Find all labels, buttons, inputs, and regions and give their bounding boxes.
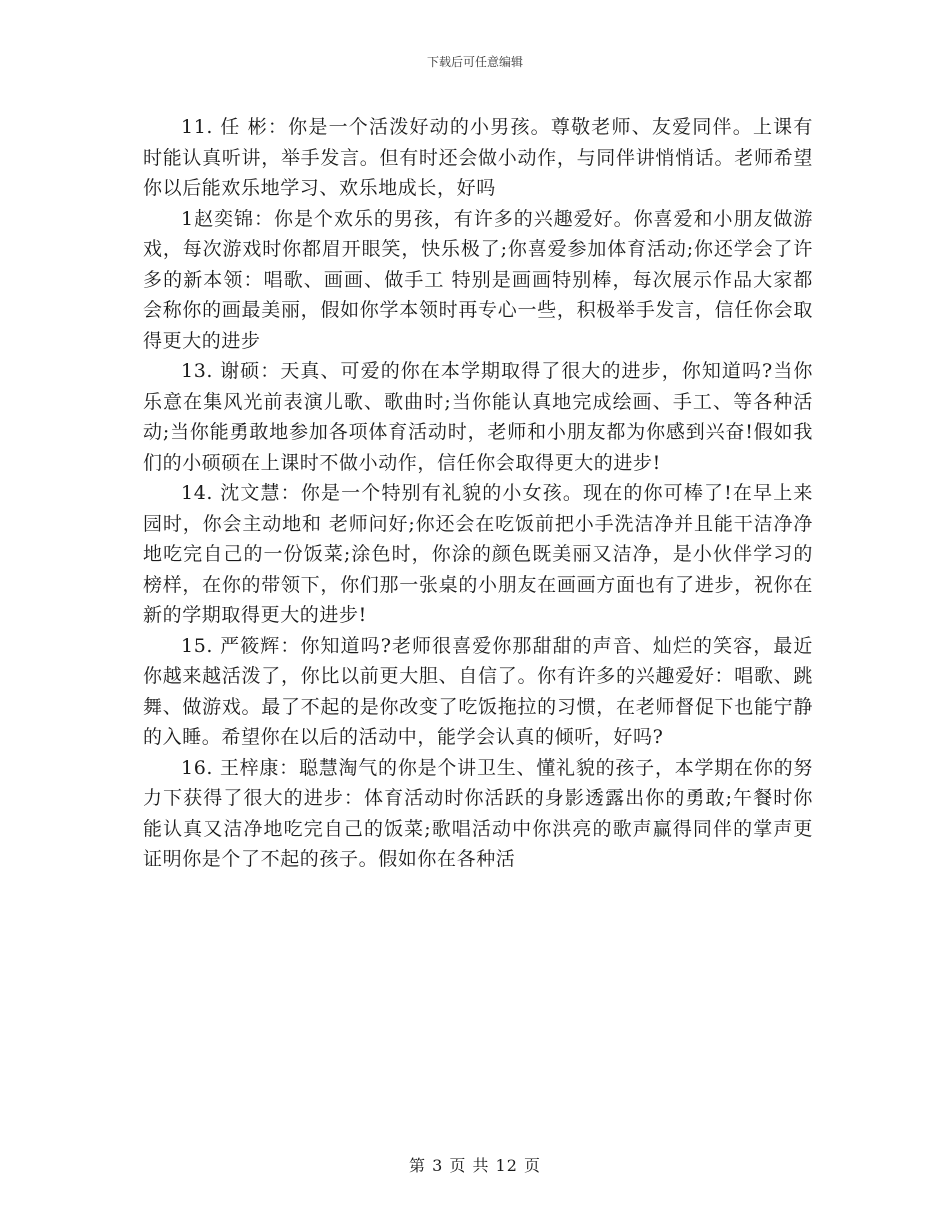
comment-paragraph-12: 1赵奕锦：你是个欢乐的男孩，有许多的兴趣爱好。你喜爱和小朋友做游戏，每次游戏时你都眉开眼笑，快乐极了;你喜爱参加体育活动;你还学会了许多的新本领：唱歌、画画、做手工 特别是画画特别棒，每次展示作品大家都会称你的画最美丽，假如你学本领时再专心一些，积极举手发言，信任你会取得更大的进步 bbox=[143, 207, 813, 352]
comment-paragraph-15: 15. 严筱辉：你知道吗?老师很喜爱你那甜甜的声音、灿烂的笑容，最近你越来越活泼了，你比以前更大胆、自信了。你有许多的兴趣爱好：唱歌、跳舞、做游戏。最了不起的是你改变了吃饭拖拉的习惯，在老师督促下也能宁静的入睡。希望你在以后的活动中，能学会认真的倾听，好吗? bbox=[143, 634, 813, 748]
comment-paragraph-14: 14. 沈文慧：你是一个特别有礼貌的小女孩。现在的你可棒了!在早上来园时，你会主动地和 老师问好;你还会在吃饭前把小手洗洁净并且能干洁净净地吃完自己的一份饭菜;涂色时，你涂的颜色既美丽又洁净，是小伙伴学习的榜样，在你的带领下，你们那一张桌的小朋友在画画方面也有了进步，祝你在新的学期取得更大的进步! bbox=[143, 482, 813, 626]
comment-paragraph-11: 11. 任 彬：你是一个活泼好动的小男孩。尊敬老师、友爱同伴。上课有时能认真听讲，举手发言。但有时还会做小动作，与同伴讲悄悄话。老师希望你以后能欢乐地学习、欢乐地成长，好吗 bbox=[143, 116, 813, 199]
page-header: 下载后可任意编辑 bbox=[426, 55, 523, 69]
page-footer: 第 3 页 共 12 页 bbox=[409, 1156, 541, 1175]
comment-paragraph-16: 16. 王梓康：聪慧淘气的你是个讲卫生、懂礼貌的孩子，本学期在你的努力下获得了很大的进步：体育活动时你活跃的身影透露出你的勇敢;午餐时你能认真又洁净地吃完自己的饭菜;歌唱活动中你洪亮的歌声赢得同伴的掌声更证明你是个了不起的孩子。假如你在各种活 bbox=[143, 756, 813, 870]
document-body bbox=[143, 112, 813, 875]
comment-paragraph-13: 13. 谢硕：天真、可爱的你在本学期取得了很大的进步，你知道吗?当你乐意在集风光前表演儿歌、歌曲时;当你能认真地完成绘画、手工、等各种活动;当你能勇敢地参加各项体育活动时，老师和小朋友都为你感到兴奋!假如我们的小硕硕在上课时不做小动作，信任你会取得更大的进步! bbox=[143, 360, 813, 474]
